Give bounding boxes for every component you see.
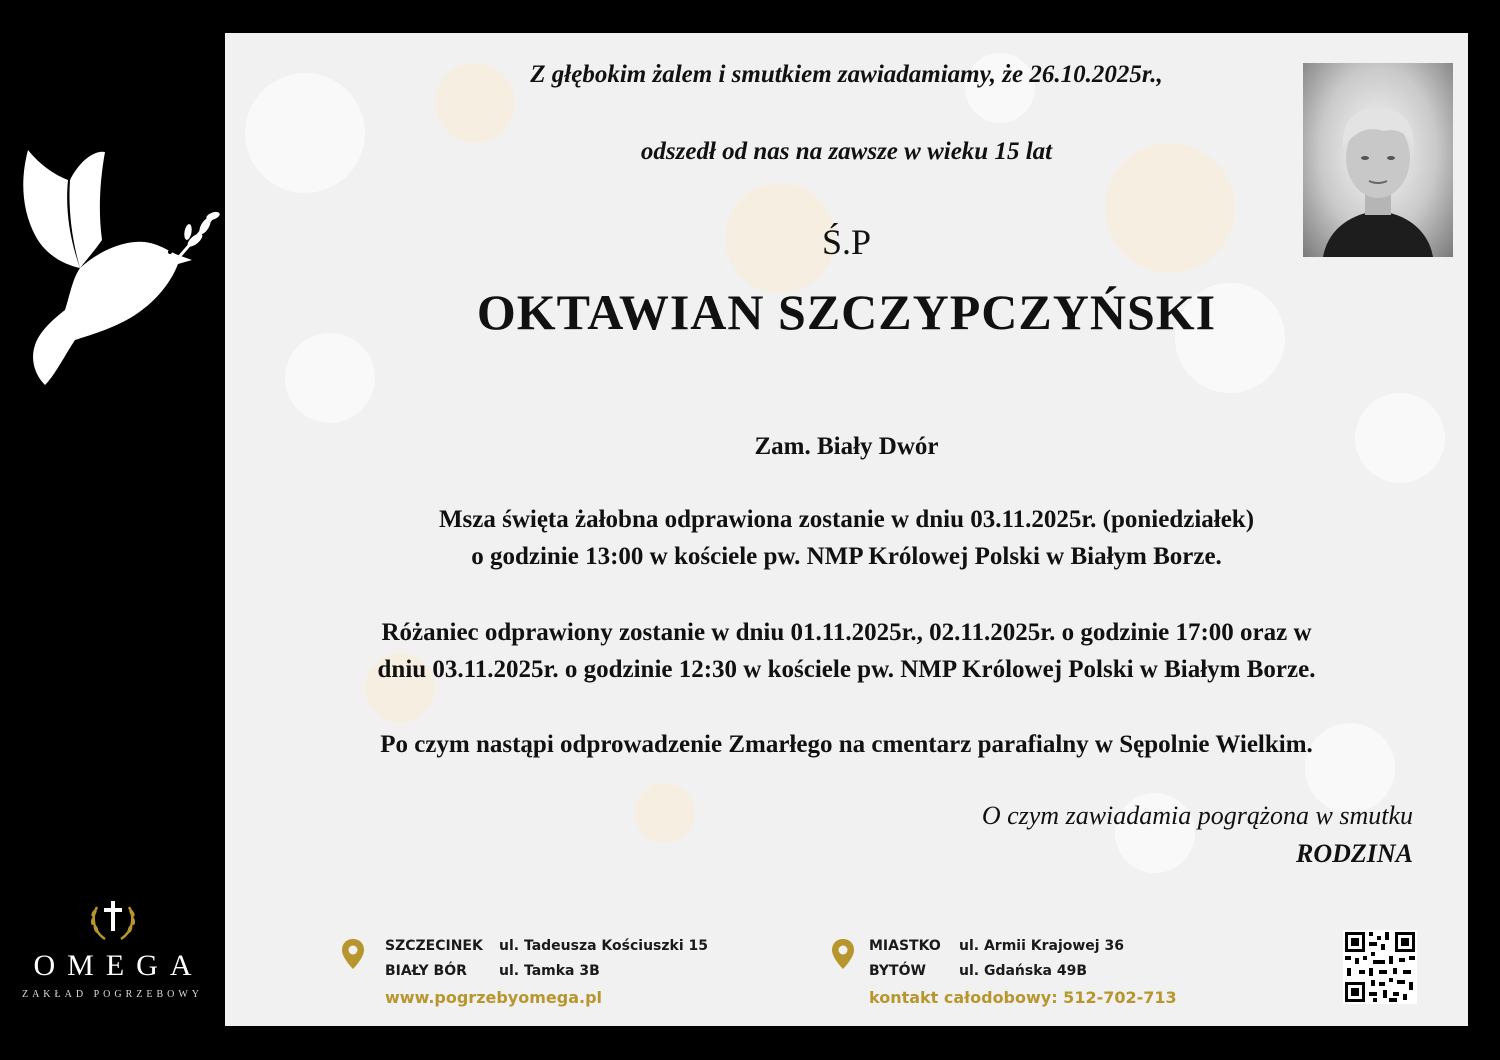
portrait-image — [1303, 63, 1453, 257]
intro-line-2: odszedł od nas na zawsze w wieku 15 lat — [640, 138, 1053, 165]
city-bytow: BYTÓW — [869, 963, 926, 979]
city-bialy-bor: BIAŁY BÓR — [385, 963, 467, 979]
signature-line: O czym zawiadamia pogrążona w smutku — [981, 801, 1413, 830]
address-miastko: ul. Armii Krajowej 36 — [959, 938, 1124, 954]
location-pin-icon — [342, 939, 364, 969]
address-bytow: ul. Gdańska 49B — [959, 963, 1088, 979]
qr-code[interactable] — [1343, 930, 1417, 1004]
obituary-card — [225, 33, 1468, 1026]
address-bialy-bor: ul. Tamka 3B — [499, 963, 600, 979]
company-logo — [0, 895, 225, 1000]
rosary-line-2: dniu 03.11.2025r. o godzinie 12:30 w kościele pw. NMP Królowej Polski w Białym Borze. — [377, 656, 1316, 683]
deceased-name: OKTAWIAN SZCZYPCZYŃSKI — [476, 284, 1217, 340]
bokeh-light — [245, 73, 365, 193]
bokeh-light — [635, 783, 695, 843]
address-szczecinek: ul. Tadeusza Kościuszki 15 — [499, 938, 709, 954]
rosary-line-1: Różaniec odprawiony zostanie w dniu 01.11.2025r., 02.11.2025r. o godzinie 17:00 oraz w — [381, 619, 1312, 646]
contact-phone: kontakt całodobowy: 512-702-713 — [869, 988, 1177, 1007]
burial-line: Po czym nastąpi odprowadzenie Zmarłego na cmentarz parafialny w Sępolnie Wielkim. — [380, 731, 1313, 758]
sidebar — [0, 0, 225, 1060]
cross-laurel-icon — [83, 895, 143, 945]
dove-icon — [10, 140, 220, 390]
intro-line-1: Z głębokim żalem i smutkiem zawiadamiamy, że 26.10.2025r., — [530, 61, 1163, 88]
signature-family: RODZINA — [1295, 839, 1413, 868]
portrait-photo — [1303, 63, 1453, 257]
company-subtitle: ZAKŁAD POGRZEBOWY — [21, 989, 204, 1000]
mass-line-1: Msza święta żałobna odprawiona zostanie w dniu 03.11.2025r. (poniedziałek) — [438, 506, 1255, 533]
residence: Zam. Biały Dwór — [754, 433, 939, 460]
city-szczecinek: SZCZECINEK — [385, 938, 483, 954]
website-link[interactable]: www.pogrzebyomega.pl — [385, 988, 603, 1007]
company-name: OMEGA — [33, 949, 204, 982]
city-miastko: MIASTKO — [869, 938, 941, 954]
bokeh-light — [285, 333, 375, 423]
location-pin-icon — [832, 939, 854, 969]
sp-prefix: Ś.P — [821, 222, 872, 262]
mass-line-2: o godzinie 13:00 w kościele pw. NMP Królowej Polski w Białym Borze. — [471, 543, 1222, 570]
